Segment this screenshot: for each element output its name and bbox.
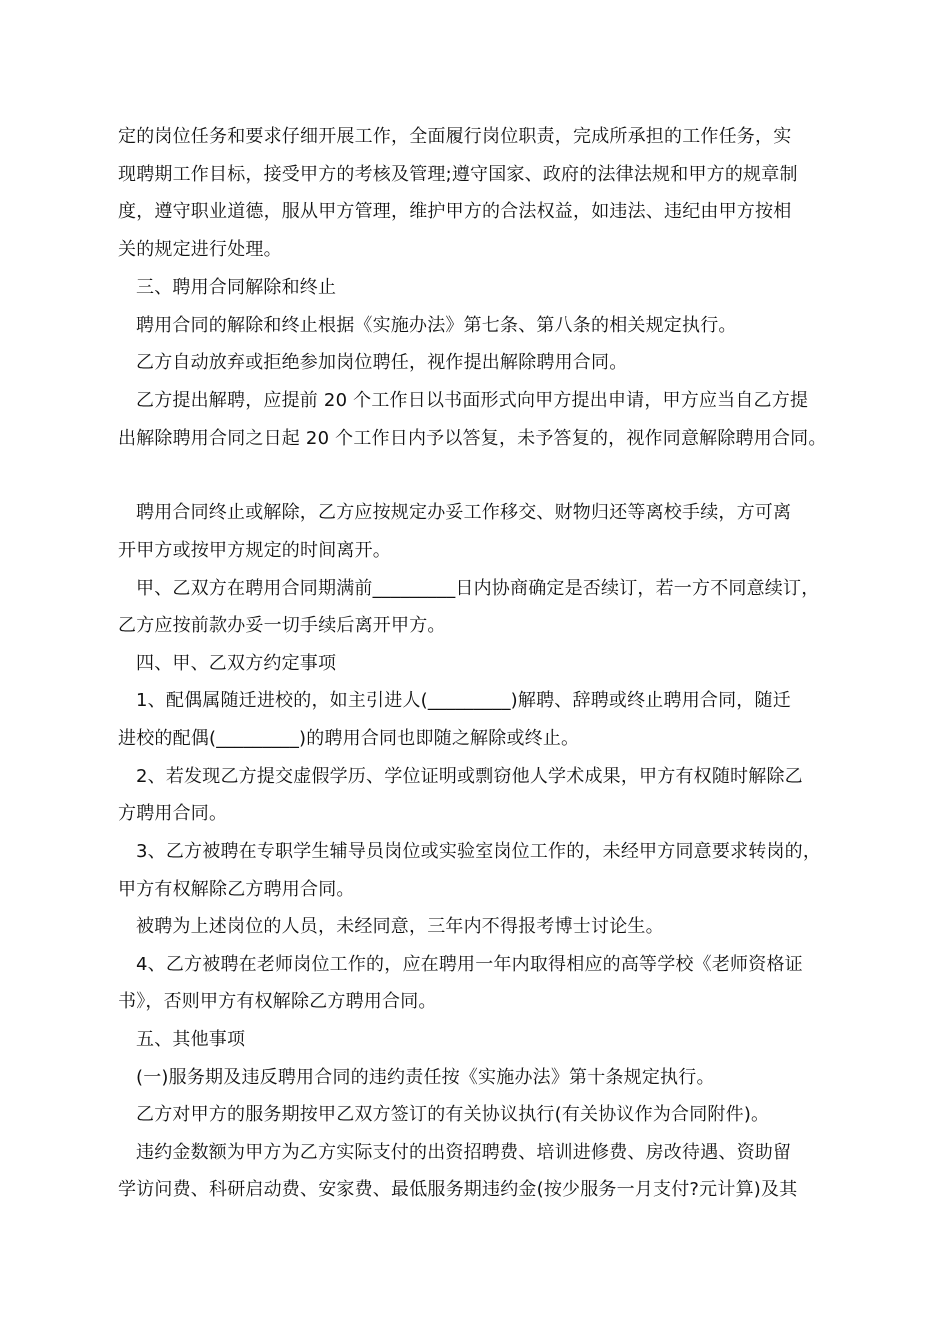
paragraph-line: 乙方提出解聘，应提前 20 个工作日以书面形式向甲方提出申请，甲方应当自乙方提 xyxy=(136,390,809,411)
paragraph-line: 2、若发现乙方提交虚假学历、学位证明或剽窃他人学术成果，甲方有权随时解除乙 xyxy=(136,766,803,787)
paragraph-line: 学访问费、科研启动费、安家费、最低服务期违约金(按少服务一月支付?元计算)及其 xyxy=(118,1179,798,1200)
paragraph-line: 书》，否则甲方有权解除乙方聘用合同。 xyxy=(118,991,437,1012)
paragraph-line: (一)服务期及违反聘用合同的违约责任按《实施办法》第十条规定执行。 xyxy=(136,1067,715,1088)
paragraph-line: 现聘期工作目标，接受甲方的考核及管理;遵守国家、政府的法律法规和甲方的规章制 xyxy=(118,164,798,185)
paragraph-line: 乙方应按前款办妥一切手续后离开甲方。 xyxy=(118,615,446,636)
paragraph-line: 聘用合同终止或解除，乙方应按规定办妥工作移交、财物归还等离校手续，方可离 xyxy=(136,502,792,523)
paragraph-line: 甲、乙双方在聘用合同期满前_________日内协商确定是否续订，若一方不同意续订， xyxy=(136,578,820,599)
paragraph-line: 违约金数额为甲方为乙方实际支付的出资招聘费、培训进修费、房改待遇、资助留 xyxy=(136,1142,792,1163)
paragraph-line: 3、乙方被聘在专职学生辅导员岗位或实验室岗位工作的，未经甲方同意要求转岗的， xyxy=(136,841,822,862)
paragraph-line: 被聘为上述岗位的人员，未经同意，三年内不得报考博士讨论生。 xyxy=(136,916,664,937)
section-heading: 四、甲、乙双方约定事项 xyxy=(136,653,337,674)
paragraph-line: 甲方有权解除乙方聘用合同。 xyxy=(118,879,355,900)
paragraph-line: 度，遵守职业道德，服从甲方管理，维护甲方的合法权益，如违法、违纪由甲方按相 xyxy=(118,201,792,222)
paragraph-line: 定的岗位任务和要求仔细开展工作，全面履行岗位职责，完成所承担的工作任务，实 xyxy=(118,126,792,147)
paragraph-line: 乙方自动放弃或拒绝参加岗位聘任，视作提出解除聘用合同。 xyxy=(136,352,628,373)
paragraph-line: 方聘用合同。 xyxy=(118,803,228,824)
paragraph-line: 1、配偶属随迁进校的，如主引进人(_________)解聘、辞聘或终止聘用合同，随迁 xyxy=(136,690,791,711)
paragraph-line: 进校的配偶(_________)的聘用合同也即随之解除或终止。 xyxy=(118,728,580,749)
paragraph-line: 聘用合同的解除和终止根据《实施办法》第七条、第八条的相关规定执行。 xyxy=(136,315,737,336)
paragraph-line: 出解除聘用合同之日起 20 个工作日内予以答复，未予答复的，视作同意解除聘用合同。 xyxy=(118,428,827,449)
section-heading: 三、聘用合同解除和终止 xyxy=(136,277,337,298)
paragraph-line: 开甲方或按甲方规定的时间离开。 xyxy=(118,540,391,561)
paragraph-line: 关的规定进行处理。 xyxy=(118,239,282,260)
section-heading: 五、其他事项 xyxy=(136,1029,246,1050)
paragraph-line: 乙方对甲方的服务期按甲乙双方签订的有关协议执行(有关协议作为合同附件)。 xyxy=(136,1104,770,1125)
paragraph-line: 4、乙方被聘在老师岗位工作的，应在聘用一年内取得相应的高等学校《老师资格证 xyxy=(136,954,803,975)
